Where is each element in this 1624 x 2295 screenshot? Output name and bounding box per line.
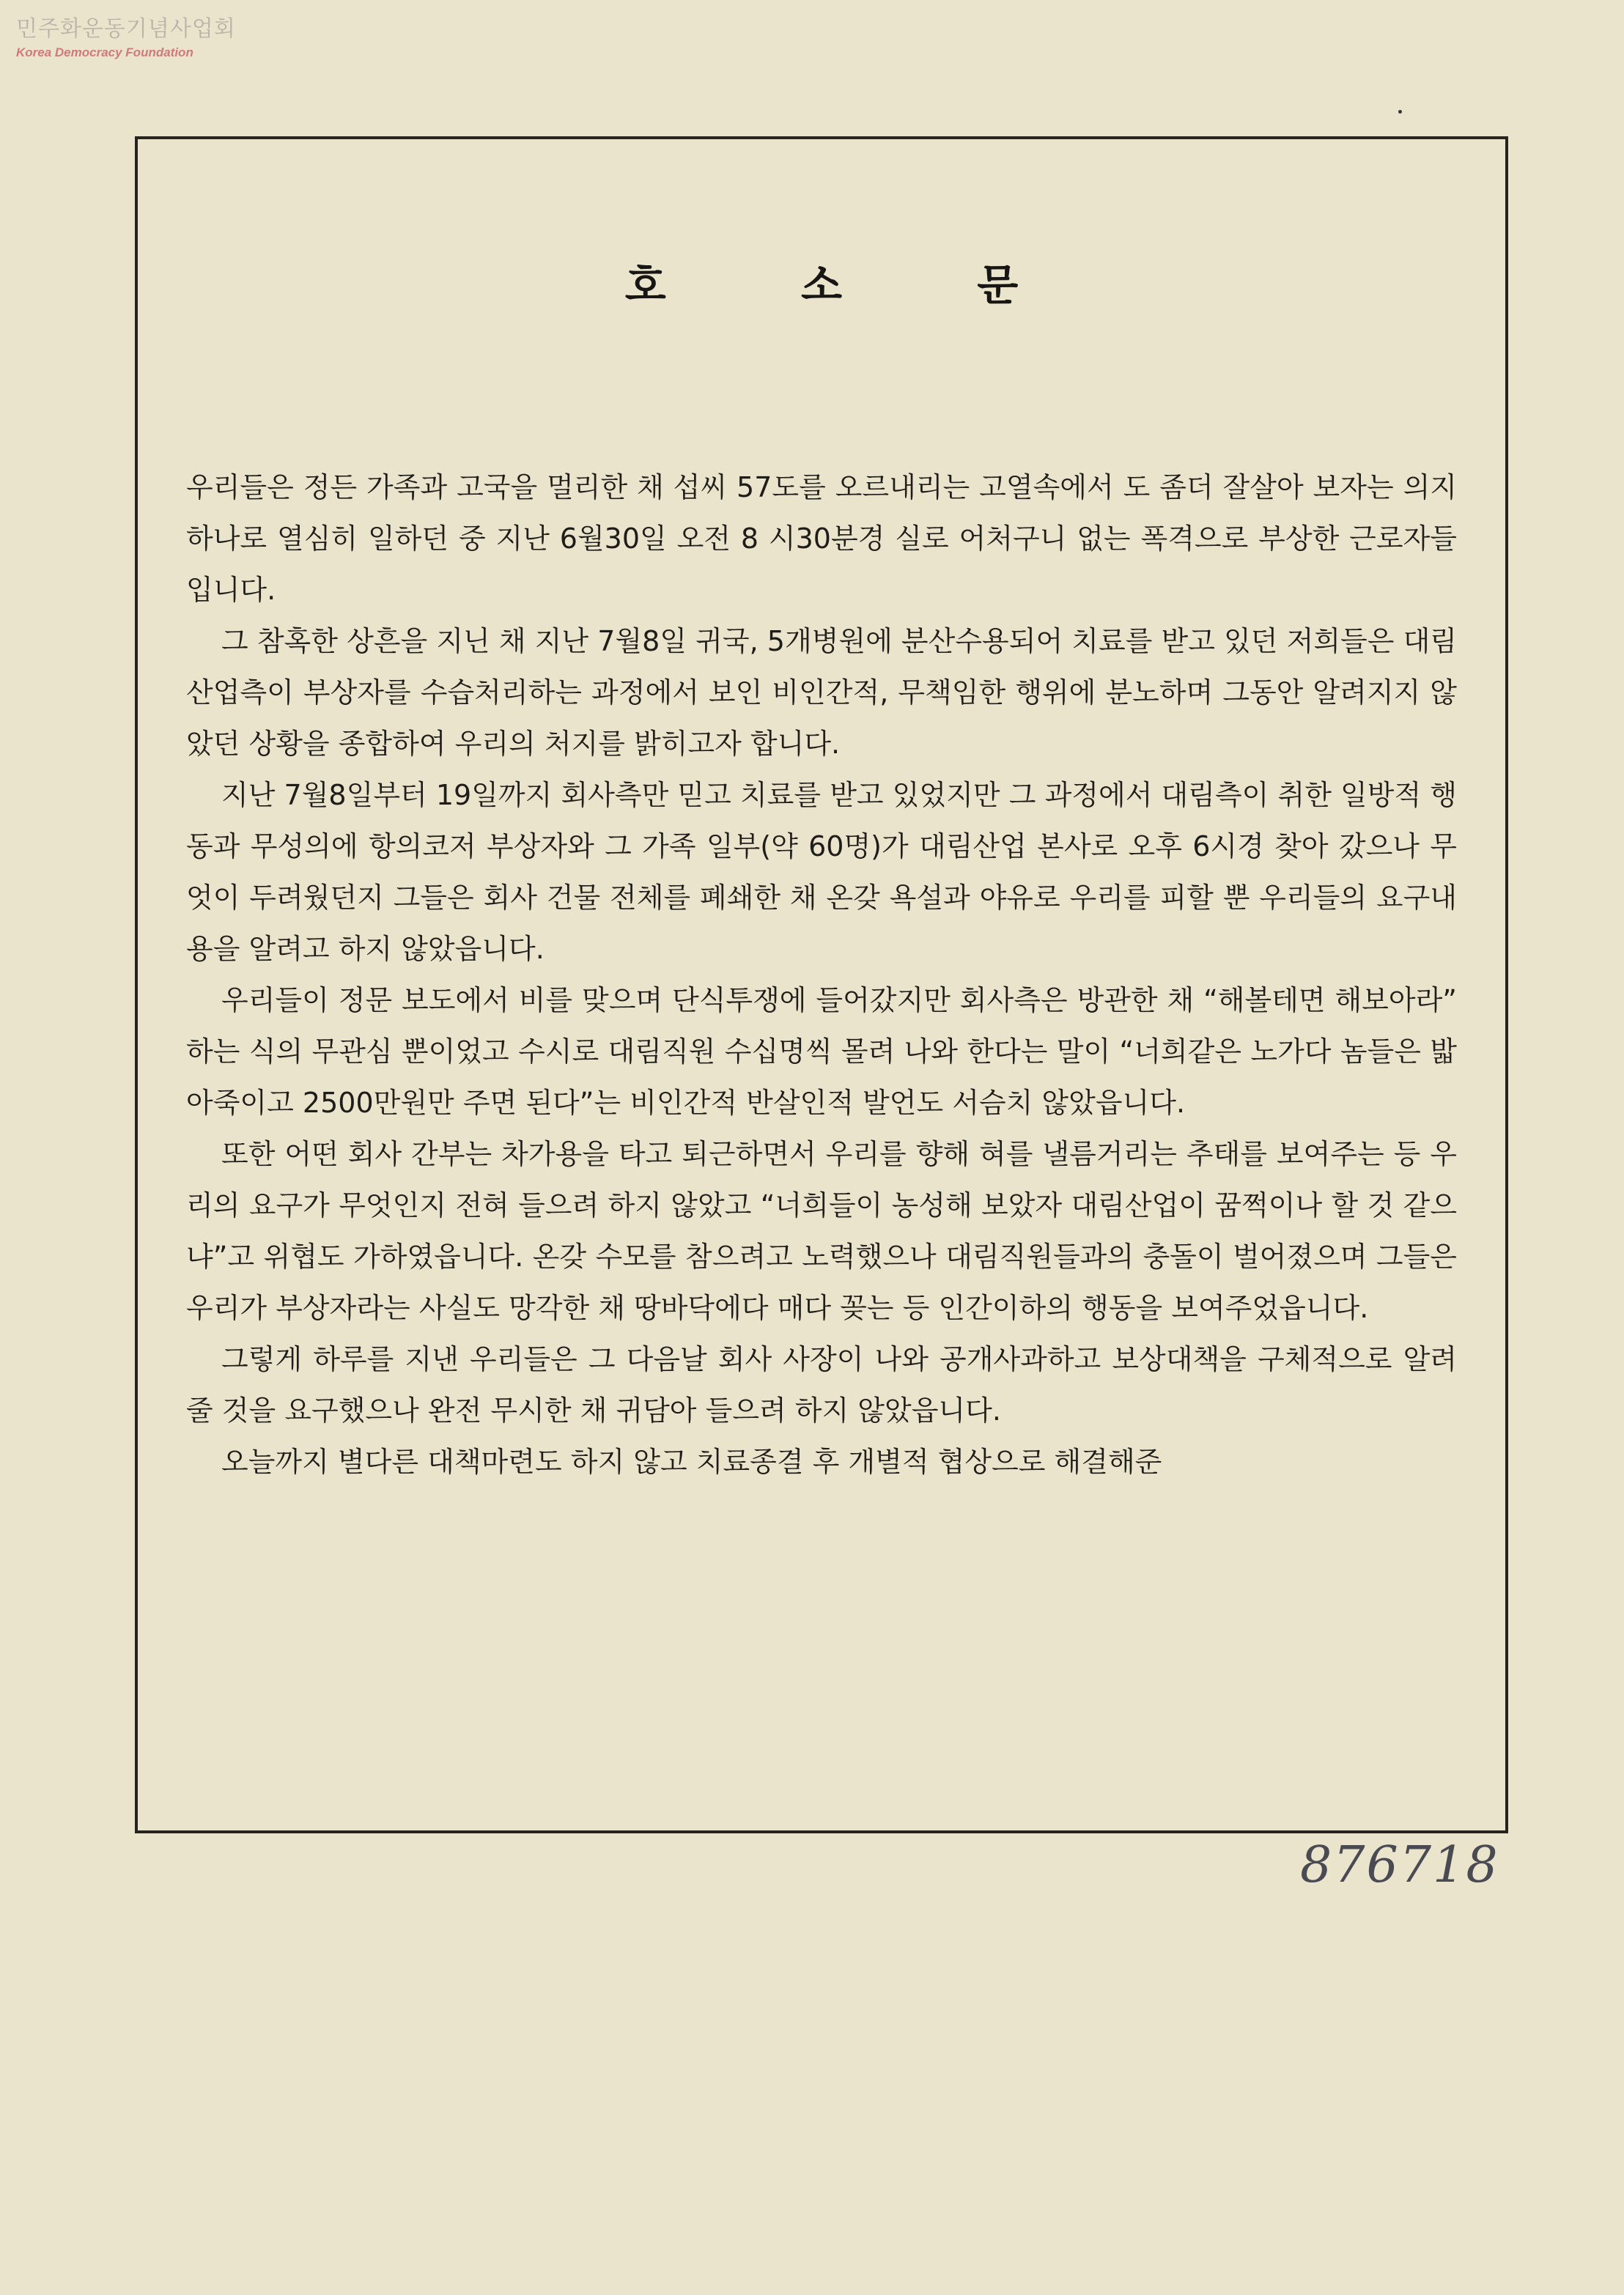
watermark-korean: 민주화운동기념사업회: [16, 16, 236, 42]
document-body: [186, 462, 1457, 1488]
document-frame: [135, 136, 1508, 1833]
watermark-english: Korea Democracy Foundation: [16, 45, 193, 59]
paragraph: 우리들은 정든 가족과 고국을 멀리한 채 섭씨 57도를 오르내리는 고열속에서 도 좀더 잘살아 보자는 의지 하나로 열심히 일하던 중 지난 6월30일 오전 8 시30분경 실로 어처구니 없는 폭격으로 부상한 근로자들입니다.: [186, 471, 1457, 606]
document-title: 호 소 문: [624, 260, 1079, 310]
archive-number: 876718: [1300, 1836, 1499, 1894]
paragraph: 그렇게 하루를 지낸 우리들은 그 다음날 회사 사장이 나와 공개사과하고 보상대책을 구체적으로 알려줄 것을 요구했으나 완전 무시한 채 귀담아 들으려 하지 않았읍니다.: [186, 1343, 1457, 1427]
paragraph: 지난 7월8일부터 19일까지 회사측만 믿고 치료를 받고 있었지만 그 과정에서 대림측이 취한 일방적 행동과 무성의에 항의코저 부상자와 그 가족 일부(약 60명)가 대림산업 본사로 오후 6시경 찾아 갔으나 무엇이 두려웠던지 그들은 회사 건물 전체를 폐쇄한 채 온갖 욕설과 야유로 우리를 피할 뿐 우리들의 요구내용을 알려고 하지 않았읍니다.: [186, 779, 1457, 965]
foundation-watermark: [16, 10, 236, 60]
paragraph: 우리들이 정문 보도에서 비를 맞으며 단식투쟁에 들어갔지만 회사측은 방관한 채 “해볼테면 해보아라” 하는 식의 무관심 뿐이었고 수시로 대림직원 수십명씩 몰려 나와 한다는 말이 “너희같은 노가다 놈들은 밟아죽이고 2500만원만 주면 된다”는 비인간적 반살인적 발언도 서슴치 않았읍니다.: [186, 984, 1457, 1119]
paragraph: 또한 어떤 회사 간부는 차가용을 타고 퇴근하면서 우리를 향해 혀를 낼름거리는 추태를 보여주는 등 우리의 요구가 무엇인지 전혀 들으려 하지 않았고 “너희들이 농성해 보았자 대림산업이 꿈쩍이나 할 것 같으냐”고 위협도 가하였읍니다. 온갖 수모를 참으려고 노력했으나 대림직원들과의 충돌이 벌어졌으며 그들은 우리가 부상자라는 사실도 망각한 채 땅바닥에다 매다 꽂는 등 인간이하의 행동을 보여주었읍니다.: [186, 1138, 1457, 1324]
paragraph: 오늘까지 별다른 대책마련도 하지 않고 치료종결 후 개별적 협상으로 해결해준: [221, 1446, 1162, 1478]
speck: [1398, 110, 1402, 114]
paragraph: 그 참혹한 상흔을 지닌 채 지난 7월8일 귀국, 5개병원에 분산수용되어 치료를 받고 있던 저희들은 대림산업측이 부상자를 수습처리하는 과정에서 보인 비인간적, 무책임한 행위에 분노하며 그동안 알려지지 않았던 상황을 종합하여 우리의 처지를 밝히고자 합니다.: [186, 625, 1457, 760]
